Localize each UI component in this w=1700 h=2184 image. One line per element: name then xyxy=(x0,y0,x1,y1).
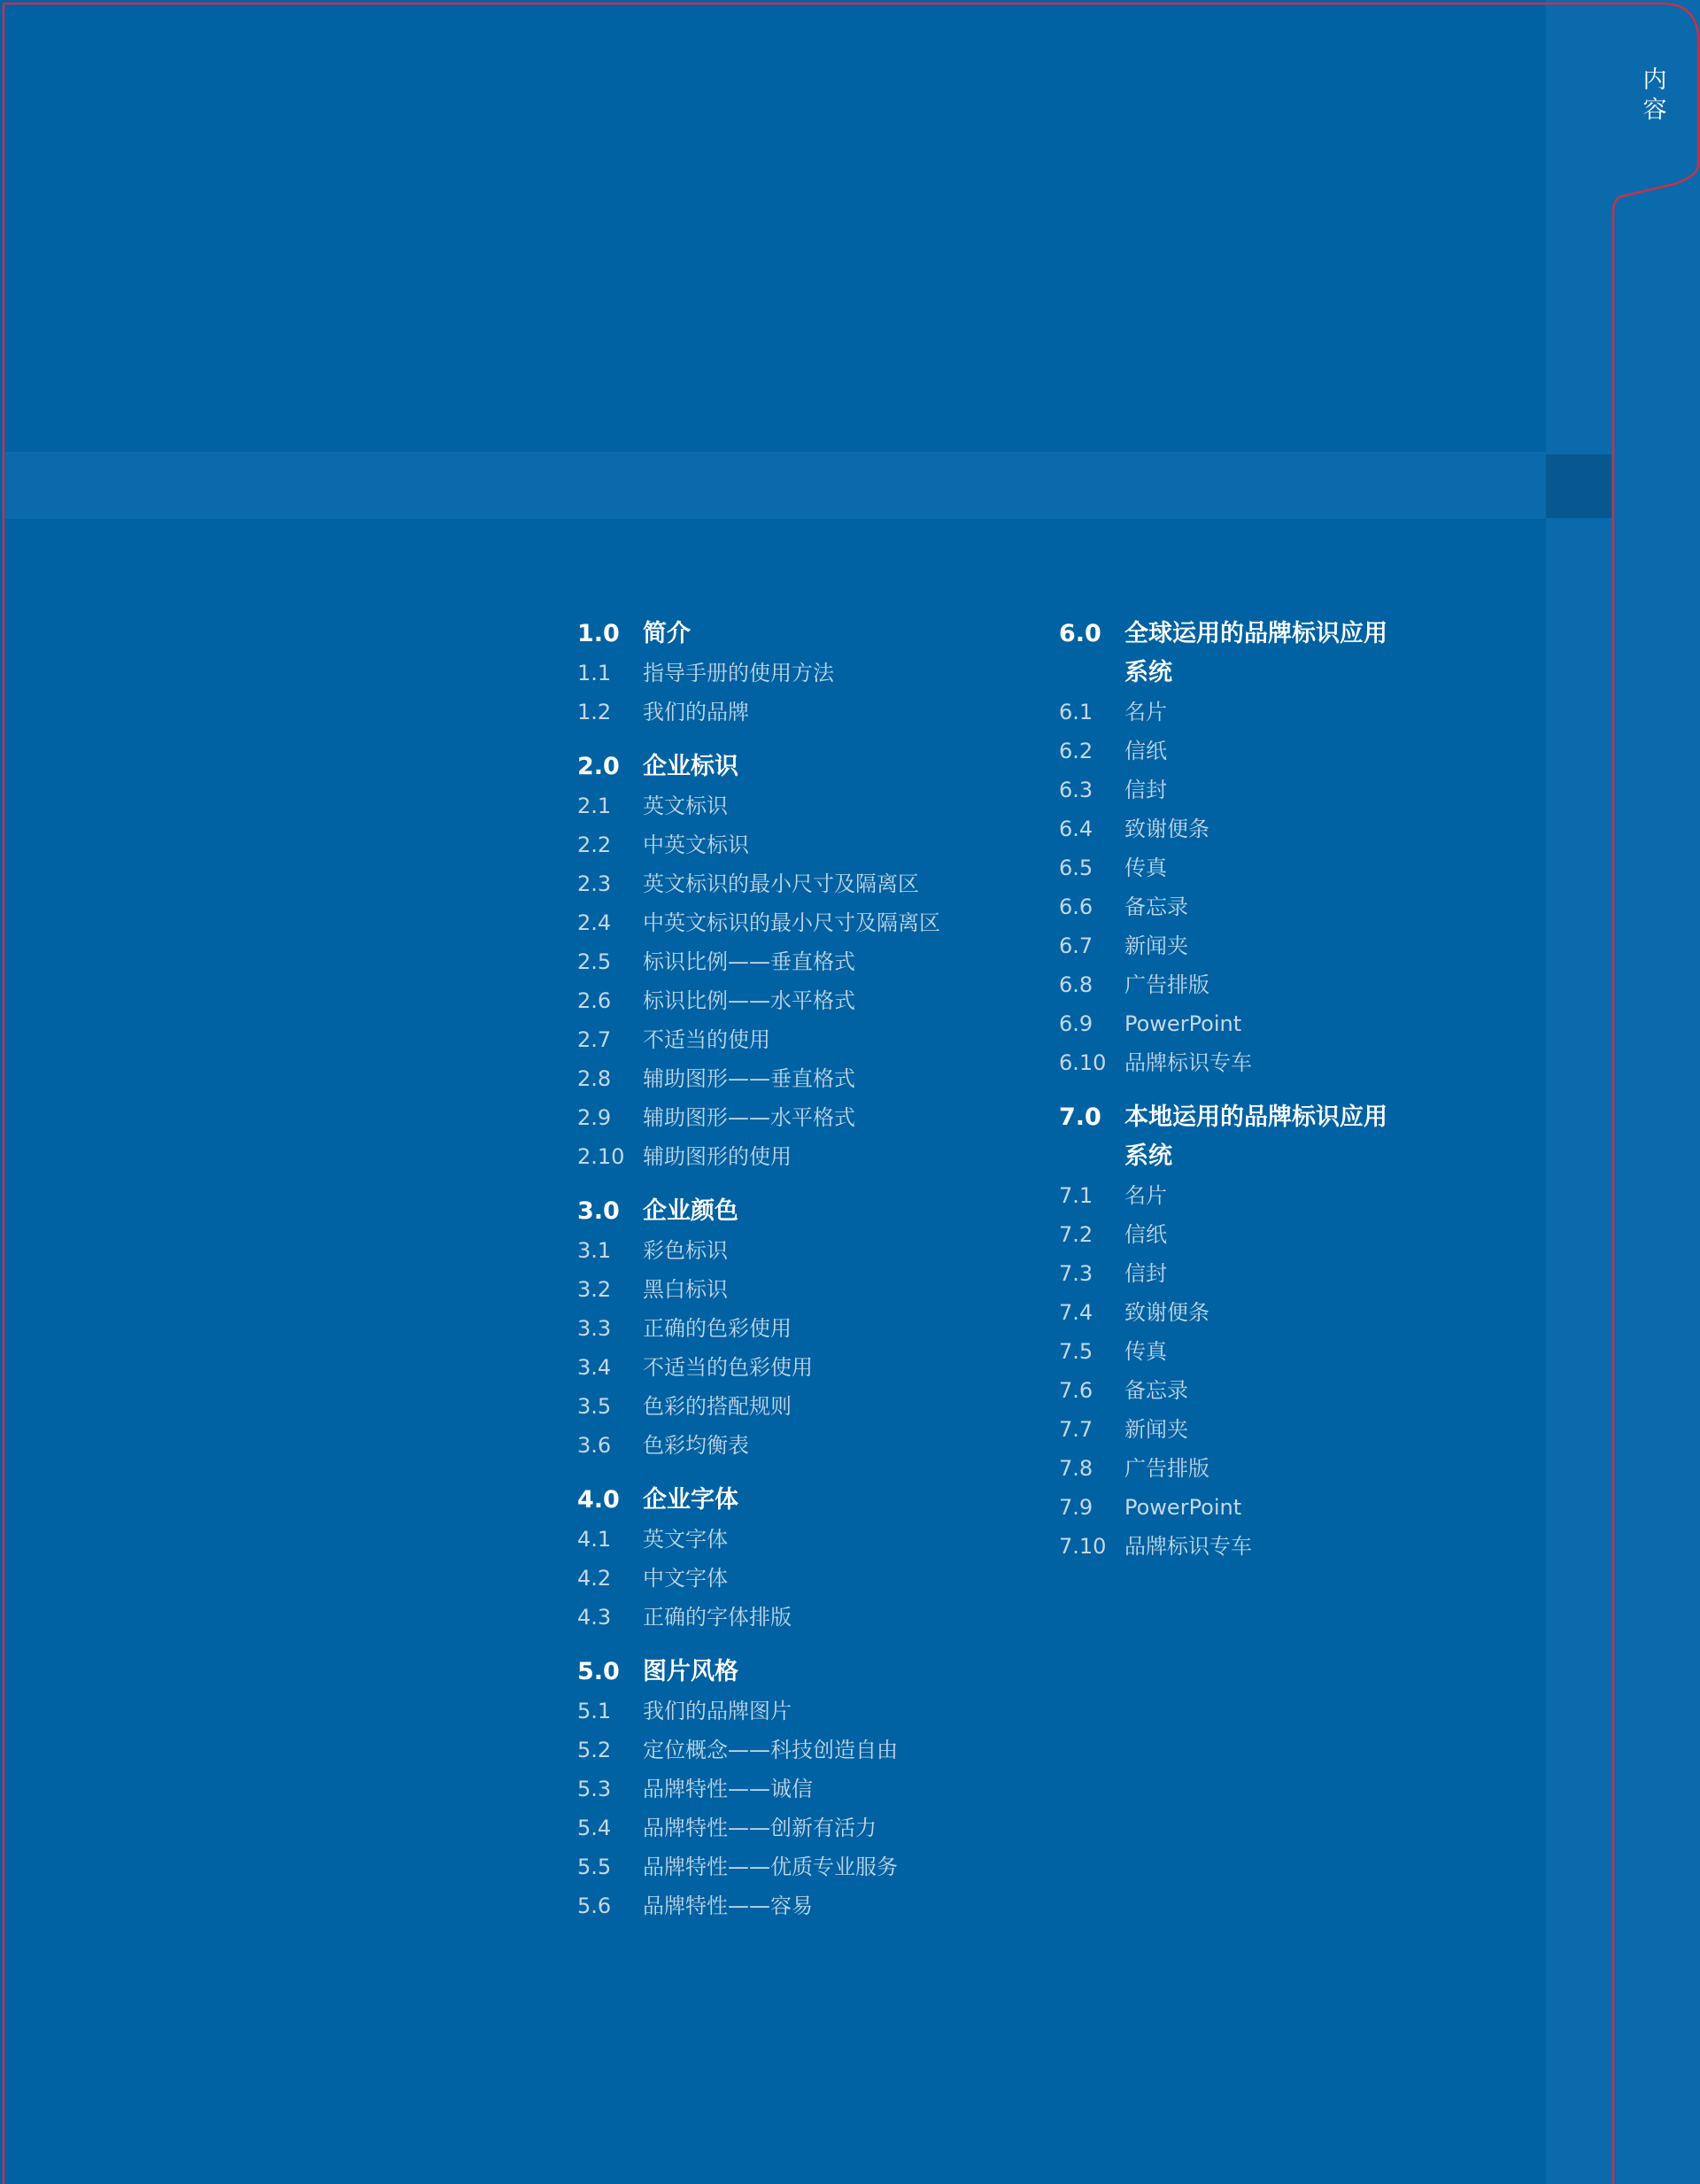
toc-item[interactable] xyxy=(577,903,1002,942)
item-number: 7.9 xyxy=(1059,1495,1093,1520)
item-title: 新闻夹 xyxy=(1124,1417,1188,1442)
item-number: 7.5 xyxy=(1059,1339,1093,1364)
item-number: 3.5 xyxy=(577,1394,612,1419)
item-number: 2.2 xyxy=(577,833,612,857)
toc-section-heading[interactable] xyxy=(577,1481,1002,1520)
item-number: 7.10 xyxy=(1059,1534,1107,1559)
item-title: 辅助图形——垂直格式 xyxy=(643,1066,855,1091)
toc-item[interactable] xyxy=(1059,1043,1449,1082)
item-number: 7.6 xyxy=(1059,1378,1093,1403)
item-number: 2.3 xyxy=(577,871,612,896)
section-title: 本地运用的品牌标识应用 系统 xyxy=(1124,1104,1387,1170)
item-title: 品牌标识专车 xyxy=(1124,1534,1252,1559)
item-number: 1.1 xyxy=(577,661,612,685)
toc-section xyxy=(577,615,1002,732)
toc-item[interactable] xyxy=(577,1808,1002,1847)
toc-section-heading[interactable] xyxy=(1059,1098,1449,1176)
toc-item[interactable] xyxy=(1059,809,1449,848)
item-title: 中英文标识的最小尺寸及隔离区 xyxy=(643,910,940,935)
item-title: 广告排版 xyxy=(1124,1456,1209,1481)
item-number: 5.1 xyxy=(577,1699,612,1723)
item-number: 4.2 xyxy=(577,1566,612,1591)
toc-section xyxy=(1059,1098,1449,1566)
section-title: 简介 xyxy=(643,620,691,647)
item-number: 6.6 xyxy=(1059,895,1093,919)
toc-item[interactable] xyxy=(1059,1215,1449,1254)
item-title: 品牌特性——诚信 xyxy=(643,1777,813,1801)
item-title: 致谢便条 xyxy=(1124,817,1209,841)
band-corner-square xyxy=(1546,454,1611,518)
item-number: 5.2 xyxy=(577,1738,612,1762)
item-number: 7.2 xyxy=(1059,1222,1093,1247)
item-number: 4.3 xyxy=(577,1605,612,1630)
item-title: PowerPoint xyxy=(1124,1495,1242,1520)
toc-item[interactable] xyxy=(1059,1004,1449,1043)
item-title: 英文字体 xyxy=(643,1527,728,1552)
toc-item[interactable] xyxy=(577,1770,1002,1808)
item-number: 7.7 xyxy=(1059,1417,1093,1442)
toc-item[interactable] xyxy=(1059,1176,1449,1215)
item-title: 传真 xyxy=(1124,1339,1167,1364)
toc-item[interactable] xyxy=(577,942,1002,981)
toc-item[interactable] xyxy=(1059,965,1449,1004)
toc-column-left xyxy=(577,615,1002,1941)
item-title: 品牌特性——容易 xyxy=(643,1894,813,1918)
toc-item[interactable] xyxy=(1059,926,1449,965)
toc-section xyxy=(577,747,1002,1176)
item-number: 5.4 xyxy=(577,1816,612,1840)
item-number: 3.2 xyxy=(577,1277,612,1302)
item-title: 我们的品牌图片 xyxy=(643,1699,792,1723)
item-title: 新闻夹 xyxy=(1124,933,1188,958)
toc-item[interactable] xyxy=(577,1020,1002,1059)
section-number: 4.0 xyxy=(577,1486,620,1514)
item-number: 6.4 xyxy=(1059,817,1093,841)
toc-item[interactable] xyxy=(1059,771,1449,809)
item-title: 英文标识 xyxy=(643,794,728,818)
toc-section-heading[interactable] xyxy=(1059,615,1449,693)
toc-item[interactable] xyxy=(1059,1449,1449,1488)
item-title: 信封 xyxy=(1124,1261,1167,1286)
toc-item[interactable] xyxy=(577,1559,1002,1598)
section-title: 图片风格 xyxy=(643,1658,738,1685)
toc-item[interactable] xyxy=(577,981,1002,1020)
toc-item[interactable] xyxy=(577,1520,1002,1559)
item-title: 备忘录 xyxy=(1124,895,1188,919)
toc-item[interactable] xyxy=(577,1270,1002,1309)
toc-item[interactable] xyxy=(577,1426,1002,1465)
section-title: 企业标识 xyxy=(643,753,738,780)
section-title: 企业字体 xyxy=(643,1486,738,1514)
item-title: 辅助图形——水平格式 xyxy=(643,1105,855,1130)
toc-item[interactable] xyxy=(577,1098,1002,1137)
toc-item[interactable] xyxy=(577,1231,1002,1270)
item-number: 7.4 xyxy=(1059,1300,1093,1325)
item-number: 5.6 xyxy=(577,1894,612,1918)
item-number: 6.2 xyxy=(1059,739,1093,763)
item-number: 2.6 xyxy=(577,988,612,1013)
item-title: 色彩的搭配规则 xyxy=(643,1394,792,1419)
toc-item[interactable] xyxy=(577,786,1002,825)
toc-item[interactable] xyxy=(577,1886,1002,1925)
item-number: 5.5 xyxy=(577,1855,612,1879)
item-title: 指导手册的使用方法 xyxy=(643,661,834,685)
toc-item[interactable] xyxy=(1059,1254,1449,1293)
item-title: 品牌标识专车 xyxy=(1124,1050,1252,1075)
toc-section-heading[interactable] xyxy=(577,747,1002,786)
item-title: 辅助图形的使用 xyxy=(643,1144,792,1169)
item-title: PowerPoint xyxy=(1124,1011,1242,1036)
item-title: 黑白标识 xyxy=(643,1277,728,1302)
item-title: 备忘录 xyxy=(1124,1378,1188,1403)
item-title: 正确的字体排版 xyxy=(643,1605,792,1630)
toc-item[interactable] xyxy=(1059,732,1449,771)
toc-item[interactable] xyxy=(1059,1527,1449,1566)
toc-column-right xyxy=(1059,615,1449,1582)
toc-item[interactable] xyxy=(577,1847,1002,1886)
section-number: 7.0 xyxy=(1059,1104,1101,1131)
item-number: 2.1 xyxy=(577,794,612,818)
item-title: 色彩均衡表 xyxy=(643,1433,749,1458)
item-number: 2.9 xyxy=(577,1105,612,1130)
toc-item[interactable] xyxy=(1059,1410,1449,1449)
item-title: 品牌特性——创新有活力 xyxy=(643,1816,877,1840)
item-title: 正确的色彩使用 xyxy=(643,1316,792,1341)
item-number: 6.3 xyxy=(1059,778,1093,802)
toc-item[interactable] xyxy=(1059,887,1449,926)
toc-item[interactable] xyxy=(577,693,1002,732)
contents-tab-label[interactable]: 内 容 xyxy=(1642,66,1667,124)
item-title: 广告排版 xyxy=(1124,972,1209,997)
section-number: 6.0 xyxy=(1059,620,1101,647)
toc-section-heading[interactable] xyxy=(577,615,1002,654)
item-number: 7.1 xyxy=(1059,1183,1093,1208)
item-title: 致谢便条 xyxy=(1124,1300,1209,1325)
item-title: 英文标识的最小尺寸及隔离区 xyxy=(643,871,919,896)
toc-item[interactable] xyxy=(577,1348,1002,1387)
right-column-strip xyxy=(1546,0,1700,2184)
item-number: 1.2 xyxy=(577,700,612,724)
item-number: 2.7 xyxy=(577,1027,612,1052)
toc-section-heading[interactable] xyxy=(577,1192,1002,1231)
item-title: 信封 xyxy=(1124,778,1167,802)
toc-item[interactable] xyxy=(577,1731,1002,1770)
horizontal-band xyxy=(5,452,1546,519)
toc-item[interactable] xyxy=(577,1692,1002,1731)
toc-item[interactable] xyxy=(1059,693,1449,732)
section-number: 2.0 xyxy=(577,753,620,780)
item-title: 信纸 xyxy=(1124,1222,1167,1247)
item-number: 4.1 xyxy=(577,1527,612,1552)
item-title: 标识比例——垂直格式 xyxy=(643,949,855,974)
item-number: 7.3 xyxy=(1059,1261,1093,1286)
item-number: 6.5 xyxy=(1059,856,1093,880)
toc-section xyxy=(577,1481,1002,1637)
item-title: 彩色标识 xyxy=(643,1238,728,1263)
toc-section xyxy=(577,1192,1002,1465)
item-number: 3.1 xyxy=(577,1238,612,1263)
item-number: 3.4 xyxy=(577,1355,612,1380)
item-title: 中文字体 xyxy=(643,1566,728,1591)
item-number: 7.8 xyxy=(1059,1456,1093,1481)
toc-item[interactable] xyxy=(1059,1293,1449,1332)
toc-item[interactable] xyxy=(577,1059,1002,1098)
section-title: 企业颜色 xyxy=(643,1197,738,1225)
item-number: 6.9 xyxy=(1059,1011,1093,1036)
toc-item[interactable] xyxy=(1059,1332,1449,1371)
item-number: 6.7 xyxy=(1059,933,1093,958)
toc-item[interactable] xyxy=(577,1137,1002,1176)
section-number: 5.0 xyxy=(577,1658,620,1685)
item-title: 传真 xyxy=(1124,856,1167,880)
toc-item[interactable] xyxy=(577,654,1002,693)
section-title: 全球运用的品牌标识应用 系统 xyxy=(1124,620,1387,686)
item-number: 2.8 xyxy=(577,1066,612,1091)
section-number: 3.0 xyxy=(577,1197,620,1225)
section-number: 1.0 xyxy=(577,620,620,647)
item-title: 名片 xyxy=(1124,700,1167,724)
item-title: 信纸 xyxy=(1124,739,1167,763)
item-number: 5.3 xyxy=(577,1777,612,1801)
item-number: 6.1 xyxy=(1059,700,1093,724)
toc-item[interactable] xyxy=(1059,1488,1449,1527)
item-number: 6.8 xyxy=(1059,972,1093,997)
item-title: 名片 xyxy=(1124,1183,1167,1208)
item-title: 不适当的色彩使用 xyxy=(643,1355,813,1380)
toc-section-heading[interactable] xyxy=(577,1653,1002,1692)
item-number: 3.3 xyxy=(577,1316,612,1341)
item-title: 中英文标识 xyxy=(643,833,749,857)
toc-item[interactable] xyxy=(577,1387,1002,1426)
toc-item[interactable] xyxy=(1059,1371,1449,1410)
item-number: 2.4 xyxy=(577,910,612,935)
item-number: 2.10 xyxy=(577,1144,625,1169)
item-title: 我们的品牌 xyxy=(643,700,749,724)
item-number: 3.6 xyxy=(577,1433,612,1458)
toc-section xyxy=(577,1653,1002,1925)
item-title: 标识比例——水平格式 xyxy=(643,988,855,1013)
toc-item[interactable] xyxy=(577,825,1002,864)
item-title: 品牌特性——优质专业服务 xyxy=(643,1855,898,1879)
toc-item[interactable] xyxy=(1059,848,1449,887)
item-number: 6.10 xyxy=(1059,1050,1107,1075)
toc-item[interactable] xyxy=(577,864,1002,903)
toc-item[interactable] xyxy=(577,1309,1002,1348)
item-title: 不适当的使用 xyxy=(643,1027,770,1052)
item-number: 2.5 xyxy=(577,949,612,974)
toc-section xyxy=(1059,615,1449,1082)
item-title: 定位概念——科技创造自由 xyxy=(643,1738,898,1762)
toc-item[interactable] xyxy=(577,1598,1002,1637)
